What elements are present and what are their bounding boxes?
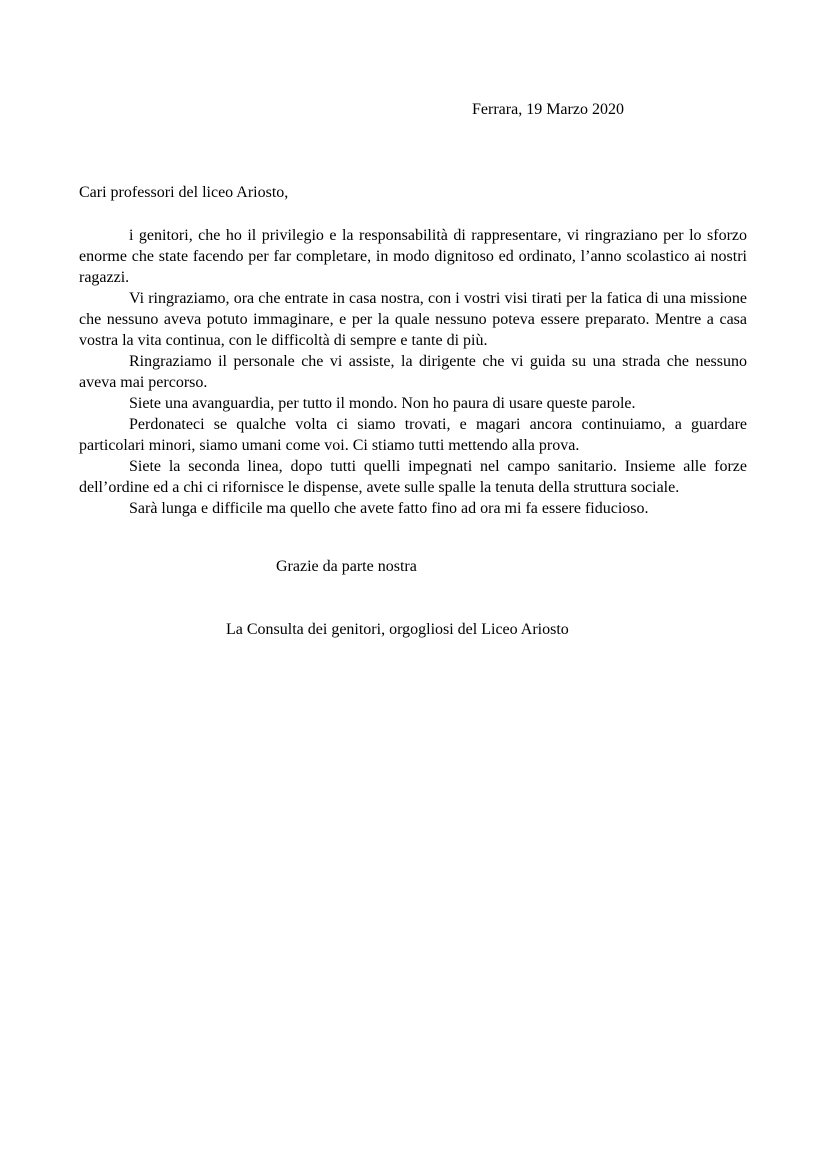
letter-paragraph: Ringraziamo il personale che vi assiste, la dirigente che vi guida su una strada che nessuno aveva mai percorso. [79, 353, 747, 391]
letter-paragraph: Siete la seconda linea, dopo tutti quelli impegnati nel campo sanitario. Insieme alle forze dell’ordine ed a chi ci rifornisce le dispense, avete sulle spalle la tenuta della struttura sociale. [79, 458, 747, 496]
letter-body [79, 225, 747, 519]
letter-paragraph: Sarà lunga e difficile ma quello che avete fatto fino ad ora mi fa essere fiducioso. [129, 500, 649, 517]
letter-date: Ferrara, 19 Marzo 2020 [472, 101, 624, 118]
letter-paragraph: Perdonateci se qualche volta ci siamo trovati, e magari ancora continuiamo, a guardare particolari minori, siamo umani come voi. Ci stiamo tutti mettendo alla prova. [79, 416, 747, 454]
letter-paragraph: i genitori, che ho il privilegio e la responsabilità di rappresentare, vi ringraziano per lo sforzo enorme che state facendo per far completare, in modo dignitoso ed ordinato, l’anno scolastico ai nostri ragazzi. [79, 227, 747, 286]
letter-closing: Grazie da parte nostra [276, 558, 417, 575]
letter-paragraph: Siete una avanguardia, per tutto il mondo. Non ho paura di usare queste parole. [129, 395, 636, 412]
letter-signature: La Consulta dei genitori, orgogliosi del Liceo Ariosto [226, 621, 569, 638]
letter-paragraph: Vi ringraziamo, ora che entrate in casa nostra, con i vostri visi tirati per la fatica di una missione che nessuno aveva potuto immaginare, e per la quale nessuno poteva essere preparato. Mentre a casa vostra la vita continua, con le difficoltà di sempre e tante di più. [79, 290, 747, 349]
letter-salutation: Cari professori del liceo Ariosto, [79, 184, 289, 201]
